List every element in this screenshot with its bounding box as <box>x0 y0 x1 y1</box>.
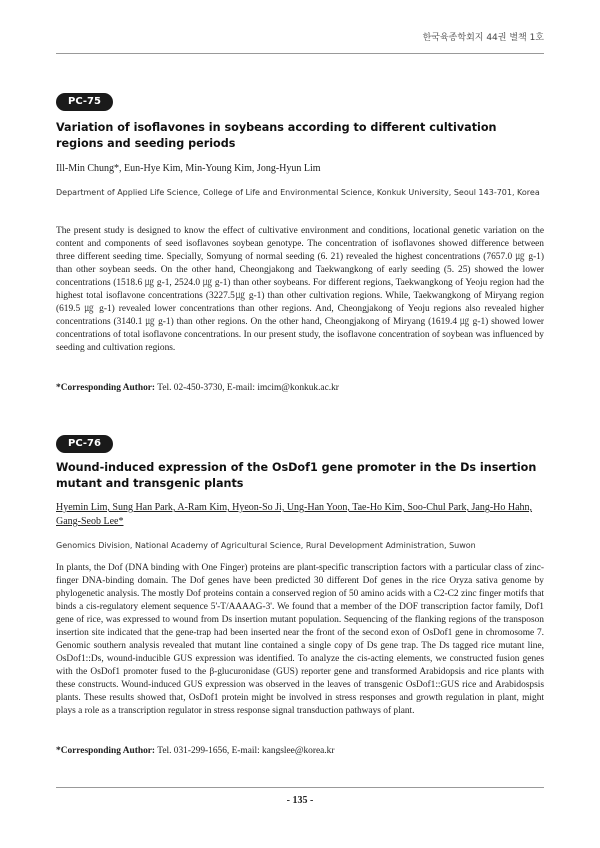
article-authors: Ill-Min Chung*, Eun-Hye Kim, Min-Young Kim, Jong-Hyun Lim <box>56 163 321 174</box>
journal-header: 한국육종학회지 44권 별책 1호 <box>422 33 544 43</box>
article-code-badge: PC-76 <box>56 435 113 453</box>
article-abstract: In plants, the Dof (DNA binding with One Finger) proteins are plant-specific transcription factors with a particular class of zinc-finger DNA-binding domain. The Dof genes have been predicted 30 different Dof genes in the rice Oryza sativa genome by phylogenetic analysis. The mostly Dof proteins contain a conserved region of 50 amino acids with a C2-C2 zinc finger motifs that binds a cis-regulatory element sequence 5'-T/AAAAG-3'. We found that a member of the DOF transcription factor family, Dof1 gene of rice, was expressed to wound from Ds insertion mutant population. Sequencing of the flanking regions of the transposon insertion site indicated that the gene-trap had been inserted near the front of the second exon of OsDof1 gene in chromosome 7. Genomic southern analysis revealed that mutant line contained a single copy of Ds gene trap. The Ds tagged rice mutant line, OsDof1::Ds, wound-inducible GUS expression was identified. To analyze the cis-acting elements, we constructed fusion genes with the OsDof1 promoter fused to the β-glucuronidase (GUS) reporter gene and transformed Arabidopsis and rice plants with these constructs. Wound-induced GUS expression was observed in the leaves of transgenic OsDof1::GUS rice and Arabidospsis plants. These results showed that, OsDof1 protein might be involved in stress responses and growth regulation in plant, might plays a role as a transcription regulator in stress response signal transduction pathways of plant. <box>56 563 544 716</box>
corresponding-contact: Tel. 031-299-1656, E-mail: kangslee@korea.kr <box>157 746 335 756</box>
article-affiliation: Genomics Division, National Academy of Agricultural Science, Rural Development Administration, Suwon <box>56 541 476 550</box>
corresponding-label: *Corresponding Author: <box>56 746 156 756</box>
article-title: Wound-induced expression of the OsDof1 gene promoter in the Ds insertion mutant and transgenic plants <box>56 461 537 490</box>
article-title: Variation of isoflavones in soybeans according to different cultivation regions and seeding periods <box>56 121 497 150</box>
corresponding-label: *Corresponding Author: <box>56 383 156 393</box>
article-authors: Hyemin Lim, Sung Han Park, A-Ram Kim, Hyeon-So Ji, Ung-Han Yoon, Tae-Ho Kim, Soo-Chul Park, Jang-Ho Hahn, Gang-Seob Lee* <box>56 502 533 527</box>
corresponding-contact: Tel. 02-450-3730, E-mail: imcim@konkuk.ac.kr <box>157 383 339 393</box>
footer-divider <box>56 787 544 788</box>
article-abstract: The present study is designed to know the effect of cultivative environment and conditions, locational genetic variation on the content and components of seed isoflavones soybean genotype. The concentration of isoflavones showed difference between three different seeding time. Specially, Somyung of normal seeding (6. 21) revealed the highest concentrations (7657.0 ㎍ g-1) than other soybean seeds. On the other hand, Cheongjakong and Taekwangkong of early seeding (5. 25) showed the lower concentrations (1518.6 ㎍ g-1, 2524.0 ㎍ g-1) than other soybeans. For different regions, Taekwangkong of Yeoju region had the highest total isoflavone concentrations (3227.5㎍ g-1) than other cultivation regions. While, Taekwangkong of Miryang region (619.5 ㎍ g-1) revealed lower concentrations than other regions. And, Cheongjakong of Yeoju regions also revealed higher concentrations (3140.1 ㎍ g-1) than other regions. On the other hand, Cheongjakong of Miryang (1619.4 ㎍ g-1) showed lower concentrations of total isoflavone concentrations. In our present study, the isoflavone concentration of soybean was influenced by seeding and cultivation regions. <box>56 226 544 353</box>
article-code-badge: PC-75 <box>56 93 113 111</box>
article-affiliation: Department of Applied Life Science, College of Life and Environmental Science, Konkuk University, Seoul 143-701, Korea <box>56 188 540 197</box>
header-divider <box>56 53 544 54</box>
corresponding-author <box>56 382 544 395</box>
page-number: - 135 - <box>286 795 314 806</box>
corresponding-author <box>56 745 544 758</box>
